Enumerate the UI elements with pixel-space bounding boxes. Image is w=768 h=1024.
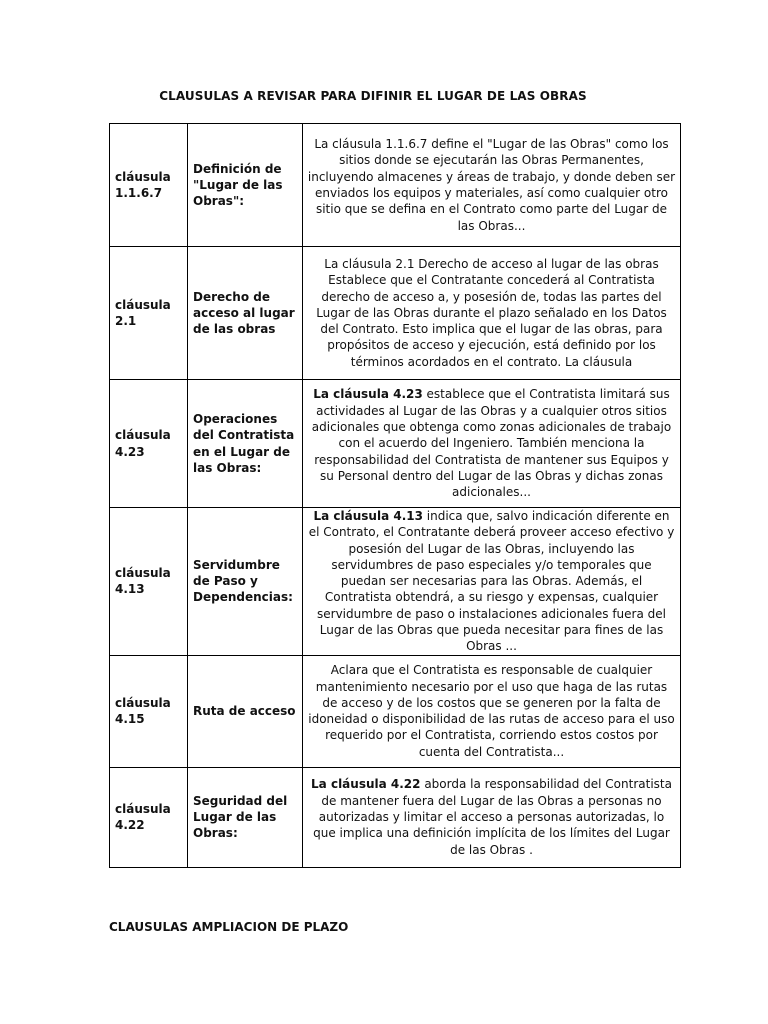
table-row <box>110 124 681 247</box>
clause-text: indica que, salvo indicación diferente en el Contrato, el Contratante deberá proveer acceso efectivo y posesión del Lugar de las Obras, incluyendo las servidumbres de paso especiales y/o temporales que puedan ser necesarias para las Obras. Además, el Contratista obtendrá, a su riesgo y expensas, cualquier servidumbre de paso o instalaciones adicionales fuera del Lugar de las Obras que pueda necesitar para fines de las Obras ... <box>308 509 675 654</box>
clause-description <box>303 767 681 867</box>
clause-text: aborda la responsabilidad del Contratista de mantener fuera del Lugar de las Obras a personas no autorizadas y limitar el acceso a personas autorizadas, lo que implica una definición implícita de los límites del Lugar de las Obras . <box>313 777 672 857</box>
clause-description <box>303 380 681 508</box>
table-row <box>110 247 681 380</box>
clause-text: La cláusula 1.1.6.7 define el "Lugar de las Obras" como los sitios donde se ejecutarán las Obras Permanentes, incluyendo almacenes y áreas de trabajo, y donde deben ser enviados los equipos y materiales, así como cualquier otro sitio que se defina en el Contrato como parte del Lugar de las Obras... <box>307 137 676 233</box>
clauses-table <box>109 123 681 868</box>
clause-topic: Derecho de acceso al lugar de las obras <box>188 247 303 380</box>
clause-text: Aclara que el Contratista es responsable de cualquier mantenimiento necesario por el uso que haga de las rutas de acceso y de los costos que se generen por la falta de idoneidad o disponibilidad de las rutas de acceso para el uso requerido por el Contratista, corriendo estos costos por cuenta del Contratista... <box>308 663 675 759</box>
clause-topic: Seguridad del Lugar de las Obras: <box>188 767 303 867</box>
section-heading: CLAUSULAS AMPLIACION DE PLAZO <box>109 920 349 934</box>
clause-number: cláusula 4.22 <box>110 767 188 867</box>
clause-lead: La cláusula 4.23 <box>313 387 423 402</box>
clause-description <box>303 508 681 656</box>
clause-topic: Ruta de acceso <box>188 655 303 767</box>
page-title: CLAUSULAS A REVISAR PARA DIFINIR EL LUGAR DE LAS OBRAS <box>159 89 587 103</box>
clause-text: establece que el Contratista limitará sus actividades al Lugar de las Obras y a cualquier otros sitios adicionales que obtenga como zonas adicionales de trabajo con el acuerdo del Ingeniero. También menciona la responsabilidad del Contratista de mantener sus Equipos y su Personal dentro del Lugar de las Obras y dichas zonas adicionales... <box>311 387 672 500</box>
clause-topic: Operaciones del Contratista en el Lugar de las Obras: <box>188 380 303 508</box>
clause-number: cláusula 1.1.6.7 <box>110 124 188 247</box>
clause-number: cláusula 4.13 <box>110 508 188 656</box>
table-row <box>110 655 681 767</box>
clause-number: cláusula 4.15 <box>110 655 188 767</box>
clause-description <box>303 124 681 247</box>
clause-topic: Servidumbre de Paso y Dependencias: <box>188 508 303 656</box>
table-row <box>110 380 681 508</box>
clause-number: cláusula 2.1 <box>110 247 188 380</box>
clause-topic: Definición de "Lugar de las Obras": <box>188 124 303 247</box>
clause-description <box>303 655 681 767</box>
clause-number: cláusula 4.23 <box>110 380 188 508</box>
table-row <box>110 767 681 867</box>
table-row <box>110 508 681 656</box>
clause-lead: La cláusula 4.13 <box>313 509 423 523</box>
clause-description <box>303 247 681 380</box>
clause-text: La cláusula 2.1 Derecho de acceso al lugar de las obras Establece que el Contratante concederá al Contratista derecho de acceso a, y posesión de, todas las partes del Lugar de las Obras durante el plazo señalado en los Datos del Contrato. Esto implica que el lugar de las obras, para propósitos de acceso y ejecución, está definido por los términos acordados en el contrato. La cláusula <box>316 256 667 369</box>
clause-lead: La cláusula 4.22 <box>311 777 421 792</box>
